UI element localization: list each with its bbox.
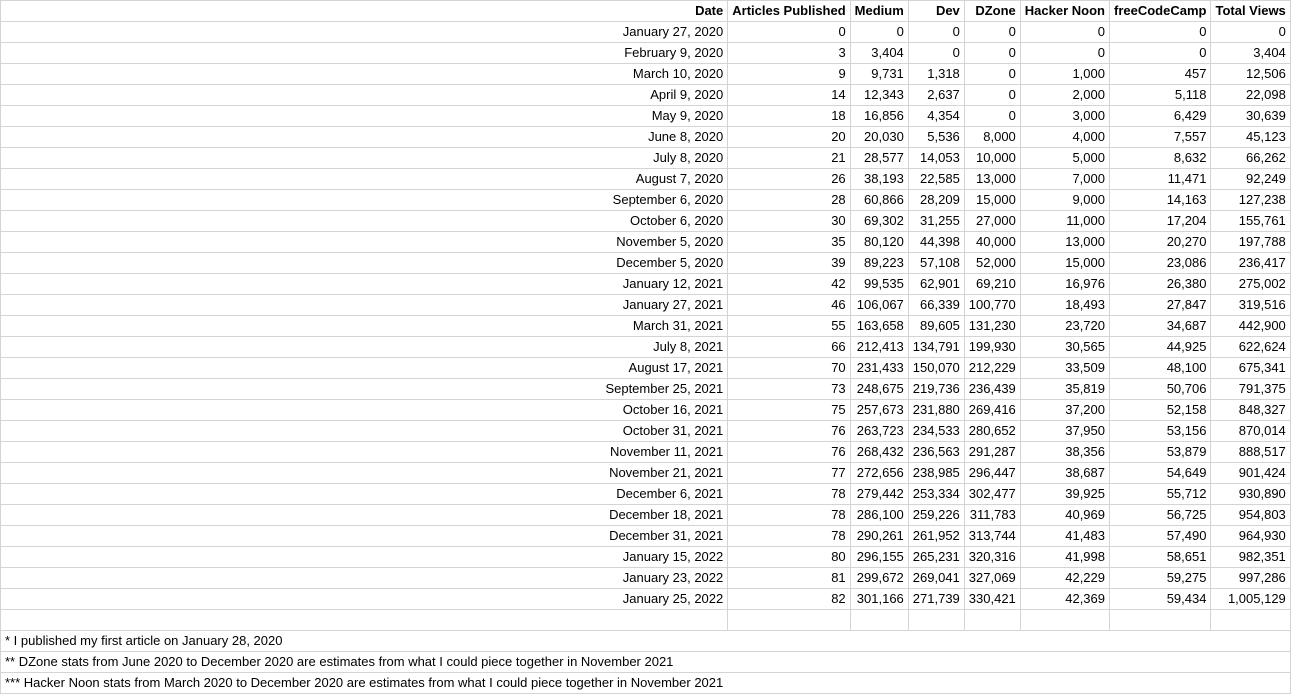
empty-cell[interactable] bbox=[850, 652, 908, 673]
table-cell[interactable]: 0 bbox=[1211, 22, 1290, 43]
table-cell[interactable]: 5,536 bbox=[908, 127, 964, 148]
table-cell[interactable]: June 8, 2020 bbox=[1, 127, 728, 148]
table-cell[interactable]: 52,000 bbox=[964, 253, 1020, 274]
table-cell[interactable]: 78 bbox=[728, 526, 850, 547]
table-cell[interactable]: 219,736 bbox=[908, 379, 964, 400]
table-row bbox=[1, 169, 1291, 190]
empty-cell[interactable] bbox=[728, 631, 850, 652]
table-cell[interactable]: January 27, 2021 bbox=[1, 295, 728, 316]
table-cell[interactable]: 42,229 bbox=[1020, 568, 1109, 589]
empty-cell[interactable] bbox=[728, 652, 850, 673]
table-cell[interactable]: 0 bbox=[908, 22, 964, 43]
table-row bbox=[1, 106, 1291, 127]
table-cell[interactable]: 46 bbox=[728, 295, 850, 316]
table-cell[interactable]: 319,516 bbox=[1211, 295, 1290, 316]
table-cell[interactable]: 248,675 bbox=[850, 379, 908, 400]
column-header[interactable]: Hacker Noon bbox=[1020, 1, 1109, 22]
table-cell[interactable]: 0 bbox=[1110, 22, 1211, 43]
table-cell[interactable]: November 5, 2020 bbox=[1, 232, 728, 253]
table-cell[interactable]: 675,341 bbox=[1211, 358, 1290, 379]
table-cell[interactable]: 997,286 bbox=[1211, 568, 1290, 589]
table-cell[interactable]: 1,005,129 bbox=[1211, 589, 1290, 610]
table-cell[interactable]: 15,000 bbox=[1020, 253, 1109, 274]
table-cell[interactable]: 261,952 bbox=[908, 526, 964, 547]
table-cell[interactable]: 964,930 bbox=[1211, 526, 1290, 547]
table-cell[interactable]: 28 bbox=[728, 190, 850, 211]
table-cell[interactable]: April 9, 2020 bbox=[1, 85, 728, 106]
footnote-cell[interactable]: ** DZone stats from June 2020 to December 2020 are estimates from what I could piece together in November 2021 bbox=[1, 652, 728, 673]
table-cell[interactable]: 888,517 bbox=[1211, 442, 1290, 463]
table-cell[interactable]: 7,557 bbox=[1110, 127, 1211, 148]
table-cell[interactable]: 0 bbox=[1020, 43, 1109, 64]
table-cell[interactable]: 6,429 bbox=[1110, 106, 1211, 127]
table-cell[interactable]: 253,334 bbox=[908, 484, 964, 505]
table-row bbox=[1, 358, 1291, 379]
empty-cell[interactable] bbox=[1020, 610, 1109, 631]
table-cell[interactable]: 2,000 bbox=[1020, 85, 1109, 106]
table-cell[interactable]: 73 bbox=[728, 379, 850, 400]
table-row bbox=[1, 43, 1291, 64]
table-cell[interactable]: 238,985 bbox=[908, 463, 964, 484]
table-cell[interactable]: 22,585 bbox=[908, 169, 964, 190]
table-cell[interactable]: 44,925 bbox=[1110, 337, 1211, 358]
table-cell[interactable]: 291,287 bbox=[964, 442, 1020, 463]
table-row bbox=[1, 232, 1291, 253]
table-cell[interactable]: 78 bbox=[728, 484, 850, 505]
table-row bbox=[1, 589, 1291, 610]
empty-cell[interactable] bbox=[1110, 610, 1211, 631]
empty-cell[interactable] bbox=[908, 673, 964, 694]
table-cell[interactable]: 52,158 bbox=[1110, 400, 1211, 421]
table-cell[interactable]: 257,673 bbox=[850, 400, 908, 421]
table-cell[interactable]: 0 bbox=[1020, 22, 1109, 43]
table-cell[interactable]: 48,100 bbox=[1110, 358, 1211, 379]
table-cell[interactable]: 7,000 bbox=[1020, 169, 1109, 190]
empty-cell[interactable] bbox=[1110, 631, 1211, 652]
table-cell[interactable]: 299,672 bbox=[850, 568, 908, 589]
table-cell[interactable]: 4,000 bbox=[1020, 127, 1109, 148]
column-header[interactable]: Total Views bbox=[1211, 1, 1290, 22]
table-cell[interactable]: 77 bbox=[728, 463, 850, 484]
empty-cell[interactable] bbox=[1211, 673, 1290, 694]
empty-cell[interactable] bbox=[850, 610, 908, 631]
table-cell[interactable]: 59,434 bbox=[1110, 589, 1211, 610]
table-cell[interactable]: 62,901 bbox=[908, 274, 964, 295]
table-cell[interactable]: 40,000 bbox=[964, 232, 1020, 253]
empty-row bbox=[1, 610, 1291, 631]
table-cell[interactable]: 76 bbox=[728, 442, 850, 463]
table-cell[interactable]: 0 bbox=[908, 43, 964, 64]
table-cell[interactable]: 3,000 bbox=[1020, 106, 1109, 127]
table-cell[interactable]: 53,156 bbox=[1110, 421, 1211, 442]
column-header[interactable]: freeCodeCamp bbox=[1110, 1, 1211, 22]
table-cell[interactable]: 11,471 bbox=[1110, 169, 1211, 190]
empty-cell[interactable] bbox=[1211, 631, 1290, 652]
table-cell[interactable]: 0 bbox=[728, 22, 850, 43]
table-cell[interactable]: October 31, 2021 bbox=[1, 421, 728, 442]
table-cell[interactable]: 99,535 bbox=[850, 274, 908, 295]
table-cell[interactable]: 13,000 bbox=[1020, 232, 1109, 253]
table-cell[interactable]: 1,000 bbox=[1020, 64, 1109, 85]
table-cell[interactable]: 0 bbox=[964, 85, 1020, 106]
table-cell[interactable]: 54,649 bbox=[1110, 463, 1211, 484]
table-cell[interactable]: 269,041 bbox=[908, 568, 964, 589]
table-cell[interactable]: 10,000 bbox=[964, 148, 1020, 169]
table-cell[interactable]: September 25, 2021 bbox=[1, 379, 728, 400]
table-cell[interactable]: 286,100 bbox=[850, 505, 908, 526]
table-cell[interactable]: 236,563 bbox=[908, 442, 964, 463]
table-cell[interactable]: 259,226 bbox=[908, 505, 964, 526]
table-cell[interactable]: 39,925 bbox=[1020, 484, 1109, 505]
table-cell[interactable]: 9,731 bbox=[850, 64, 908, 85]
column-header[interactable]: Medium bbox=[850, 1, 908, 22]
table-cell[interactable]: 1,318 bbox=[908, 64, 964, 85]
table-cell[interactable]: 38,356 bbox=[1020, 442, 1109, 463]
table-row bbox=[1, 190, 1291, 211]
table-cell[interactable]: January 15, 2022 bbox=[1, 547, 728, 568]
table-cell[interactable]: 263,723 bbox=[850, 421, 908, 442]
empty-cell[interactable] bbox=[1020, 652, 1109, 673]
table-cell[interactable]: 236,439 bbox=[964, 379, 1020, 400]
table-cell[interactable]: 0 bbox=[964, 64, 1020, 85]
table-row bbox=[1, 442, 1291, 463]
footnote-cell[interactable]: *** Hacker Noon stats from March 2020 to December 2020 are estimates from what I could piece together in November 2021 bbox=[1, 673, 728, 694]
table-cell[interactable]: 3,404 bbox=[1211, 43, 1290, 64]
table-row bbox=[1, 463, 1291, 484]
table-cell[interactable]: 53,879 bbox=[1110, 442, 1211, 463]
table-cell[interactable]: 66,262 bbox=[1211, 148, 1290, 169]
table-cell[interactable]: 155,761 bbox=[1211, 211, 1290, 232]
table-cell[interactable]: 0 bbox=[850, 22, 908, 43]
table-row bbox=[1, 337, 1291, 358]
table-cell[interactable]: 5,000 bbox=[1020, 148, 1109, 169]
table-cell[interactable]: 12,343 bbox=[850, 85, 908, 106]
column-header[interactable]: Articles Published bbox=[728, 1, 850, 22]
table-cell[interactable]: December 5, 2020 bbox=[1, 253, 728, 274]
table-cell[interactable]: 20,270 bbox=[1110, 232, 1211, 253]
table-row bbox=[1, 547, 1291, 568]
table-cell[interactable]: 296,155 bbox=[850, 547, 908, 568]
table-cell[interactable]: December 6, 2021 bbox=[1, 484, 728, 505]
table-cell[interactable]: 302,477 bbox=[964, 484, 1020, 505]
table-cell[interactable]: 13,000 bbox=[964, 169, 1020, 190]
table-cell[interactable]: 16,856 bbox=[850, 106, 908, 127]
table-cell[interactable]: 265,231 bbox=[908, 547, 964, 568]
table-row bbox=[1, 64, 1291, 85]
table-cell[interactable]: October 6, 2020 bbox=[1, 211, 728, 232]
table-cell[interactable]: October 16, 2021 bbox=[1, 400, 728, 421]
empty-cell[interactable] bbox=[1211, 652, 1290, 673]
table-cell[interactable]: December 18, 2021 bbox=[1, 505, 728, 526]
empty-cell[interactable] bbox=[964, 631, 1020, 652]
table-cell[interactable]: 70 bbox=[728, 358, 850, 379]
table-cell[interactable]: 275,002 bbox=[1211, 274, 1290, 295]
column-header[interactable]: DZone bbox=[964, 1, 1020, 22]
table-cell[interactable]: 9 bbox=[728, 64, 850, 85]
table-cell[interactable]: 75 bbox=[728, 400, 850, 421]
empty-cell[interactable] bbox=[1, 610, 728, 631]
table-cell[interactable]: 44,398 bbox=[908, 232, 964, 253]
table-cell[interactable]: January 25, 2022 bbox=[1, 589, 728, 610]
empty-cell[interactable] bbox=[908, 610, 964, 631]
table-cell[interactable]: 35,819 bbox=[1020, 379, 1109, 400]
table-cell[interactable]: 5,118 bbox=[1110, 85, 1211, 106]
table-cell[interactable]: 50,706 bbox=[1110, 379, 1211, 400]
table-row bbox=[1, 148, 1291, 169]
table-cell[interactable]: 30 bbox=[728, 211, 850, 232]
empty-cell[interactable] bbox=[728, 673, 850, 694]
empty-cell[interactable] bbox=[964, 673, 1020, 694]
table-cell[interactable]: 14 bbox=[728, 85, 850, 106]
table-row bbox=[1, 127, 1291, 148]
table-cell[interactable]: 11,000 bbox=[1020, 211, 1109, 232]
table-cell[interactable]: 23,086 bbox=[1110, 253, 1211, 274]
table-cell[interactable]: 313,744 bbox=[964, 526, 1020, 547]
table-cell[interactable]: 280,652 bbox=[964, 421, 1020, 442]
table-cell[interactable]: 163,658 bbox=[850, 316, 908, 337]
table-cell[interactable]: 870,014 bbox=[1211, 421, 1290, 442]
empty-cell[interactable] bbox=[908, 652, 964, 673]
table-cell[interactable]: 69,302 bbox=[850, 211, 908, 232]
table-cell[interactable]: 76 bbox=[728, 421, 850, 442]
table-cell[interactable]: 28,577 bbox=[850, 148, 908, 169]
table-cell[interactable]: 31,255 bbox=[908, 211, 964, 232]
table-cell[interactable]: 18 bbox=[728, 106, 850, 127]
table-cell[interactable]: 23,720 bbox=[1020, 316, 1109, 337]
table-cell[interactable]: 622,624 bbox=[1211, 337, 1290, 358]
column-header[interactable]: Date bbox=[1, 1, 728, 22]
table-cell[interactable]: January 12, 2021 bbox=[1, 274, 728, 295]
table-cell[interactable]: 8,632 bbox=[1110, 148, 1211, 169]
table-cell[interactable]: 92,249 bbox=[1211, 169, 1290, 190]
table-row bbox=[1, 505, 1291, 526]
table-cell[interactable]: 66,339 bbox=[908, 295, 964, 316]
table-cell[interactable]: 38,193 bbox=[850, 169, 908, 190]
empty-cell[interactable] bbox=[1211, 610, 1290, 631]
table-cell[interactable]: 3 bbox=[728, 43, 850, 64]
empty-cell[interactable] bbox=[908, 631, 964, 652]
table-cell[interactable]: 327,069 bbox=[964, 568, 1020, 589]
table-cell[interactable]: 28,209 bbox=[908, 190, 964, 211]
empty-cell[interactable] bbox=[1020, 631, 1109, 652]
table-row bbox=[1, 22, 1291, 43]
table-cell[interactable]: 791,375 bbox=[1211, 379, 1290, 400]
table-cell[interactable]: 236,417 bbox=[1211, 253, 1290, 274]
table-row bbox=[1, 211, 1291, 232]
table-cell[interactable]: 8,000 bbox=[964, 127, 1020, 148]
table-cell[interactable]: 212,229 bbox=[964, 358, 1020, 379]
table-row bbox=[1, 253, 1291, 274]
table-cell[interactable]: 9,000 bbox=[1020, 190, 1109, 211]
table-cell[interactable]: 69,210 bbox=[964, 274, 1020, 295]
table-cell[interactable]: November 11, 2021 bbox=[1, 442, 728, 463]
table-cell[interactable]: March 10, 2020 bbox=[1, 64, 728, 85]
table-cell[interactable]: 18,493 bbox=[1020, 295, 1109, 316]
table-cell[interactable]: 296,447 bbox=[964, 463, 1020, 484]
empty-cell[interactable] bbox=[1110, 652, 1211, 673]
table-cell[interactable]: 80,120 bbox=[850, 232, 908, 253]
table-row bbox=[1, 484, 1291, 505]
table-cell[interactable]: 57,490 bbox=[1110, 526, 1211, 547]
table-cell[interactable]: 34,687 bbox=[1110, 316, 1211, 337]
table-cell[interactable]: 231,433 bbox=[850, 358, 908, 379]
table-cell[interactable]: 20,030 bbox=[850, 127, 908, 148]
table-cell[interactable]: 17,204 bbox=[1110, 211, 1211, 232]
table-cell[interactable]: August 17, 2021 bbox=[1, 358, 728, 379]
header-row bbox=[1, 1, 1291, 22]
table-cell[interactable]: 0 bbox=[964, 22, 1020, 43]
table-cell[interactable]: 131,230 bbox=[964, 316, 1020, 337]
table-row bbox=[1, 400, 1291, 421]
table-row bbox=[1, 421, 1291, 442]
table-cell[interactable]: 42 bbox=[728, 274, 850, 295]
table-cell[interactable]: November 21, 2021 bbox=[1, 463, 728, 484]
table-cell[interactable]: 78 bbox=[728, 505, 850, 526]
table-cell[interactable]: 82 bbox=[728, 589, 850, 610]
table-cell[interactable]: 234,533 bbox=[908, 421, 964, 442]
column-header[interactable]: Dev bbox=[908, 1, 964, 22]
table-cell[interactable]: 59,275 bbox=[1110, 568, 1211, 589]
table-cell[interactable]: 41,483 bbox=[1020, 526, 1109, 547]
table-cell[interactable]: 12,506 bbox=[1211, 64, 1290, 85]
empty-cell[interactable] bbox=[1110, 673, 1211, 694]
table-cell[interactable]: 231,880 bbox=[908, 400, 964, 421]
table-row bbox=[1, 274, 1291, 295]
table-row bbox=[1, 379, 1291, 400]
table-cell[interactable]: July 8, 2021 bbox=[1, 337, 728, 358]
table-cell[interactable]: 442,900 bbox=[1211, 316, 1290, 337]
table-cell[interactable]: 127,238 bbox=[1211, 190, 1290, 211]
table-cell[interactable]: 35 bbox=[728, 232, 850, 253]
table-cell[interactable]: 89,605 bbox=[908, 316, 964, 337]
table-cell[interactable]: 27,000 bbox=[964, 211, 1020, 232]
table-cell[interactable]: 3,404 bbox=[850, 43, 908, 64]
empty-cell[interactable] bbox=[850, 673, 908, 694]
table-cell[interactable]: 982,351 bbox=[1211, 547, 1290, 568]
empty-cell[interactable] bbox=[964, 610, 1020, 631]
table-cell[interactable]: 106,067 bbox=[850, 295, 908, 316]
table-cell[interactable]: January 23, 2022 bbox=[1, 568, 728, 589]
table-cell[interactable]: 197,788 bbox=[1211, 232, 1290, 253]
table-cell[interactable]: 311,783 bbox=[964, 505, 1020, 526]
table-cell[interactable]: 272,656 bbox=[850, 463, 908, 484]
table-cell[interactable]: August 7, 2020 bbox=[1, 169, 728, 190]
table-row bbox=[1, 316, 1291, 337]
table-cell[interactable]: May 9, 2020 bbox=[1, 106, 728, 127]
table-cell[interactable]: 30,565 bbox=[1020, 337, 1109, 358]
footnote-cell[interactable]: * I published my first article on January 28, 2020 bbox=[1, 631, 728, 652]
table-cell[interactable]: 30,639 bbox=[1211, 106, 1290, 127]
table-cell[interactable]: 0 bbox=[964, 43, 1020, 64]
table-cell[interactable]: 27,847 bbox=[1110, 295, 1211, 316]
table-cell[interactable]: 58,651 bbox=[1110, 547, 1211, 568]
table-cell[interactable]: 60,866 bbox=[850, 190, 908, 211]
table-cell[interactable]: 212,413 bbox=[850, 337, 908, 358]
table-row bbox=[1, 295, 1291, 316]
table-cell[interactable]: 4,354 bbox=[908, 106, 964, 127]
table-cell[interactable]: 33,509 bbox=[1020, 358, 1109, 379]
table-cell[interactable]: December 31, 2021 bbox=[1, 526, 728, 547]
table-cell[interactable]: 40,969 bbox=[1020, 505, 1109, 526]
table-cell[interactable]: 457 bbox=[1110, 64, 1211, 85]
empty-cell[interactable] bbox=[728, 610, 850, 631]
empty-cell[interactable] bbox=[1020, 673, 1109, 694]
note-row bbox=[1, 631, 1291, 652]
table-cell[interactable]: 100,770 bbox=[964, 295, 1020, 316]
table-cell[interactable]: 42,369 bbox=[1020, 589, 1109, 610]
table-cell[interactable]: 279,442 bbox=[850, 484, 908, 505]
note-row bbox=[1, 652, 1291, 673]
table-cell[interactable]: 150,070 bbox=[908, 358, 964, 379]
table-cell[interactable]: 26,380 bbox=[1110, 274, 1211, 295]
table-cell[interactable]: 55,712 bbox=[1110, 484, 1211, 505]
table-cell[interactable]: 37,200 bbox=[1020, 400, 1109, 421]
table-cell[interactable]: 81 bbox=[728, 568, 850, 589]
table-cell[interactable]: 37,950 bbox=[1020, 421, 1109, 442]
table-cell[interactable]: September 6, 2020 bbox=[1, 190, 728, 211]
table-cell[interactable]: March 31, 2021 bbox=[1, 316, 728, 337]
table-cell[interactable]: 14,053 bbox=[908, 148, 964, 169]
table-cell[interactable]: 848,327 bbox=[1211, 400, 1290, 421]
table-cell[interactable]: 269,416 bbox=[964, 400, 1020, 421]
table-cell[interactable]: 66 bbox=[728, 337, 850, 358]
table-row bbox=[1, 568, 1291, 589]
table-cell[interactable]: 14,163 bbox=[1110, 190, 1211, 211]
table-cell[interactable]: 16,976 bbox=[1020, 274, 1109, 295]
table-cell[interactable]: 38,687 bbox=[1020, 463, 1109, 484]
table-cell[interactable]: 22,098 bbox=[1211, 85, 1290, 106]
table-row bbox=[1, 526, 1291, 547]
table-cell[interactable]: 2,637 bbox=[908, 85, 964, 106]
table-cell[interactable]: 134,791 bbox=[908, 337, 964, 358]
empty-cell[interactable] bbox=[850, 631, 908, 652]
table-cell[interactable]: 20 bbox=[728, 127, 850, 148]
table-row bbox=[1, 85, 1291, 106]
table-cell[interactable]: 26 bbox=[728, 169, 850, 190]
table-cell[interactable]: February 9, 2020 bbox=[1, 43, 728, 64]
table-cell[interactable]: 0 bbox=[1110, 43, 1211, 64]
table-cell[interactable]: 56,725 bbox=[1110, 505, 1211, 526]
table-cell[interactable]: 268,432 bbox=[850, 442, 908, 463]
table-cell[interactable]: July 8, 2020 bbox=[1, 148, 728, 169]
table-cell[interactable]: 89,223 bbox=[850, 253, 908, 274]
table-cell[interactable]: 901,424 bbox=[1211, 463, 1290, 484]
table-cell[interactable]: 39 bbox=[728, 253, 850, 274]
table-cell[interactable]: 301,166 bbox=[850, 589, 908, 610]
table-cell[interactable]: 290,261 bbox=[850, 526, 908, 547]
table-cell[interactable]: 55 bbox=[728, 316, 850, 337]
table-cell[interactable]: 15,000 bbox=[964, 190, 1020, 211]
table-cell[interactable]: 271,739 bbox=[908, 589, 964, 610]
table-cell[interactable]: 80 bbox=[728, 547, 850, 568]
table-cell[interactable]: January 27, 2020 bbox=[1, 22, 728, 43]
table-cell[interactable]: 199,930 bbox=[964, 337, 1020, 358]
table-cell[interactable]: 21 bbox=[728, 148, 850, 169]
note-row bbox=[1, 673, 1291, 694]
table-cell[interactable]: 41,998 bbox=[1020, 547, 1109, 568]
empty-cell[interactable] bbox=[964, 652, 1020, 673]
table-cell[interactable]: 954,803 bbox=[1211, 505, 1290, 526]
table-cell[interactable]: 45,123 bbox=[1211, 127, 1290, 148]
table-cell[interactable]: 930,890 bbox=[1211, 484, 1290, 505]
table-cell[interactable]: 0 bbox=[964, 106, 1020, 127]
table-cell[interactable]: 320,316 bbox=[964, 547, 1020, 568]
table-cell[interactable]: 330,421 bbox=[964, 589, 1020, 610]
table-cell[interactable]: 57,108 bbox=[908, 253, 964, 274]
